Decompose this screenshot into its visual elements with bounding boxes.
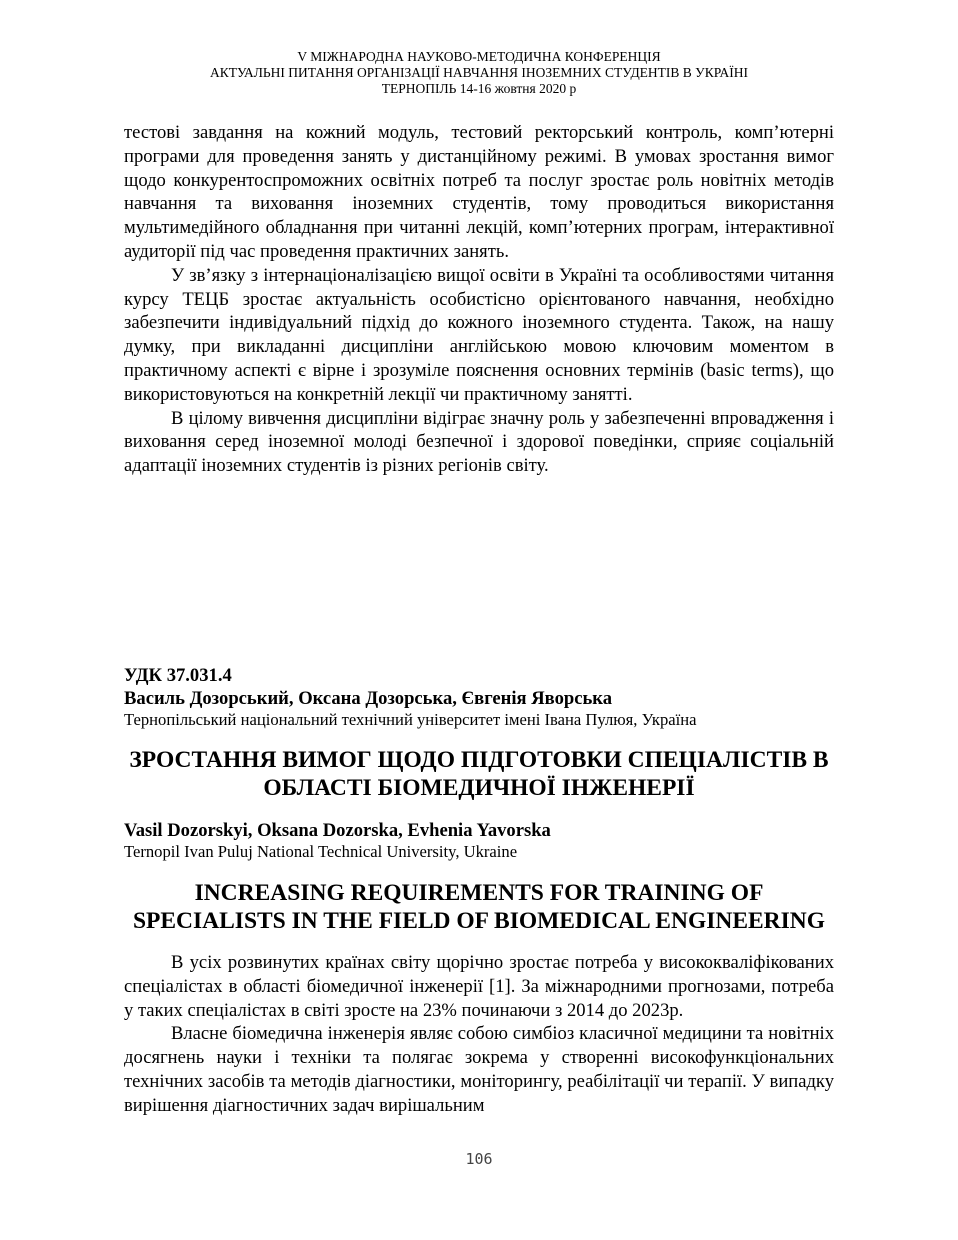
affiliation-en: Ternopil Ivan Puluj National Technical University, Ukraine bbox=[124, 842, 518, 861]
paragraph: У зв’язку з інтернаціоналізацією вищої освіти в Україні та особливостями читання курсу ТЕЦБ зростає актуальність особистісно орієнтованого навчання, необхідно забезпечити індивідуальний підхід до кожного іноземного студента. Також, на нашу думку, при викладанні дисципліни англійською мовою ключовим моментом в практичному аспекті є вірне і зрозуміле пояснення основних термінів (basic terms), що використовуються на конкретній лекції чи практичному занятті. bbox=[124, 264, 834, 405]
conference-header-line-2: АКТУАЛЬНІ ПИТАННЯ ОРГАНІЗАЦІЇ НАВЧАННЯ ІНОЗЕМНИХ СТУДЕНТІВ В УКРАЇНІ bbox=[209, 65, 749, 80]
paragraph: В цілому вивчення дисципліни відіграє значну роль у забезпеченні впровадження і виховання серед іноземної молоді безпечної і здорової поведінки, сприяє соціальній адаптації іноземних студентів із різних регіонів світу. bbox=[124, 407, 834, 477]
article-body bbox=[124, 951, 834, 1118]
paragraph: тестові завдання на кожний модуль, тестовий ректорський контроль, комп’ютерні програми для проведення занять у дистанційному режимі. В умовах зростання вимог щодо конкурентоспроможних освітніх потреб та послуг зростає роль новітніх методів навчання та виховання іноземних студентів, тому проводиться використання мультимедійного обладнання при читанні лекцій, комп’ютерних програм, інтерактивної аудиторії під час проведення практичних занять. bbox=[124, 122, 834, 262]
title-en-line: SPECIALISTS IN THE FIELD OF BIOMEDICAL ENGINEERING bbox=[132, 908, 826, 934]
affiliation-ua: Тернопільський національний технічний університет імені Івана Пулюя, Україна bbox=[124, 710, 697, 729]
title-en-line: INCREASING REQUIREMENTS FOR TRAINING OF bbox=[194, 880, 764, 906]
page-number: 106 bbox=[465, 1150, 493, 1168]
article-title-en bbox=[124, 879, 834, 935]
udk-code: УДК 37.031.4 bbox=[124, 665, 232, 686]
previous-article-text bbox=[124, 121, 834, 478]
conference-header-line-3: ТЕРНОПІЛЬ 14-16 жовтня 2020 р bbox=[381, 81, 577, 96]
title-ua-line: ОБЛАСТІ БІОМЕДИЧНОЇ ІНЖЕНЕРІЇ bbox=[263, 775, 695, 801]
article-meta-en bbox=[124, 819, 834, 862]
title-ua-line: ЗРОСТАННЯ ВИМОГ ЩОДО ПІДГОТОВКИ СПЕЦІАЛІСТІВ В bbox=[129, 747, 829, 773]
article-meta-ua bbox=[124, 664, 834, 730]
conference-header bbox=[0, 49, 958, 97]
authors-ua: Василь Дозорський, Оксана Дозорська, Євгенія Яворська bbox=[124, 688, 613, 709]
authors-en: Vasil Dozorskyi, Oksana Dozorska, Evhenia Yavorska bbox=[124, 820, 551, 841]
article-title-ua bbox=[124, 746, 834, 802]
conference-header-line-1: V МІЖНАРОДНА НАУКОВО-МЕТОДИЧНА КОНФЕРЕНЦІЯ bbox=[297, 49, 661, 64]
paragraph: Власне біомедична інженерія являє собою симбіоз класичної медицини та новітніх досягнень науки і техніки та полягає зокрема у створенні високофункціональних технічних засобів та методів діагностики, моніторингу, реабілітації чи терапії. У випадку вирішення діагностичних задач вирішальним bbox=[124, 1023, 834, 1116]
paragraph: В усіх розвинутих країнах світу щорічно зростає потреба у висококваліфікованих спеціалістах в області біомедичної інженерії [1]. За міжнародними прогнозами, потреба у таких спеціалістах в світі зросте на 23% починаючи з 2014 до 2023р. bbox=[124, 952, 834, 1021]
